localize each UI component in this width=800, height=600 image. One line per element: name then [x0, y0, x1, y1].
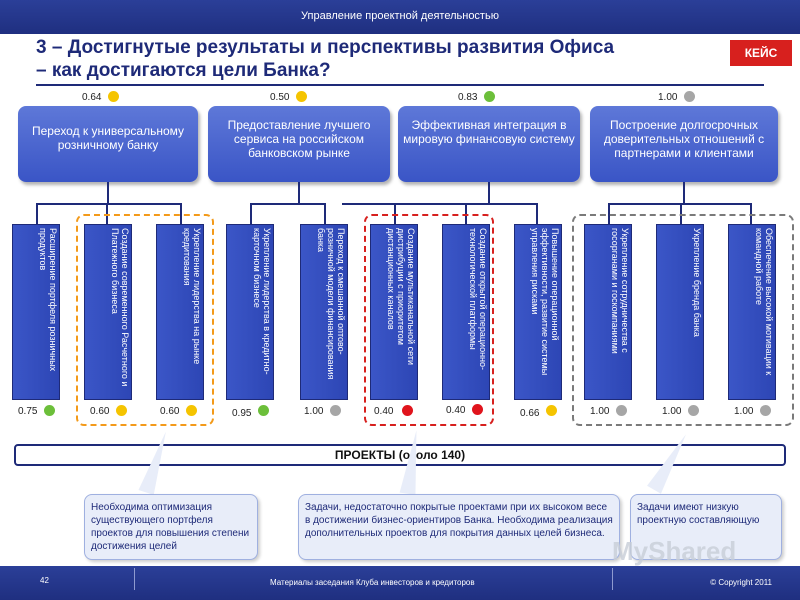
goal-score: 0.50 [270, 92, 290, 103]
callout-note [84, 494, 258, 560]
connector-line [36, 203, 38, 224]
connector-line [36, 203, 182, 205]
goal-box [590, 106, 778, 182]
project-column [514, 224, 562, 400]
project-column [12, 224, 60, 400]
project-column [156, 224, 204, 400]
project-score: 0.40 [374, 406, 394, 417]
connector-line [342, 203, 538, 205]
connector-line [324, 203, 326, 224]
connector-line [107, 182, 109, 204]
goal-score: 0.64 [82, 92, 102, 103]
status-dot-icon [684, 91, 695, 102]
watermark-logo: MyShared [612, 536, 737, 566]
project-column [370, 224, 418, 400]
page-number: 42 [40, 576, 49, 585]
status-dot-icon [402, 405, 413, 416]
slide-title [36, 36, 716, 82]
goal-label: Предоставление лучшего сервиса на российском банковском рынке [227, 118, 371, 160]
footer-divider [612, 568, 613, 590]
project-column [84, 224, 132, 400]
project-label: Обеспечение высокой мотивации к командной работе [754, 228, 774, 376]
slide-title-line-2: – как достигаются цели Банка? [36, 60, 331, 81]
status-dot-icon [296, 91, 307, 102]
status-dot-icon [186, 405, 197, 416]
connector-line [250, 203, 252, 224]
project-column [226, 224, 274, 400]
title-divider [36, 84, 764, 86]
status-dot-icon [546, 405, 557, 416]
status-dot-icon [484, 91, 495, 102]
goal-label: Эффективная интеграция в мировую финансовую систему [403, 118, 575, 146]
project-score: 1.00 [734, 406, 754, 417]
status-dot-icon [44, 405, 55, 416]
project-label: Переход к смешанной оптово-розничной модели финансирования банка [316, 228, 346, 380]
goal-score: 1.00 [658, 92, 678, 103]
project-score: 0.40 [446, 405, 466, 416]
project-score: 0.66 [520, 408, 540, 419]
project-label: Укрепление сотрудничества с госорганами и госкомпаниями [610, 228, 630, 354]
status-dot-icon [330, 405, 341, 416]
project-score: 1.00 [662, 406, 682, 417]
project-label: Укрепление лидерства в кредитно-карточном бизнесе [252, 228, 272, 375]
project-label: Повышение операционной эффективности, развитие системы управления рисками [530, 228, 560, 376]
status-dot-icon [616, 405, 627, 416]
project-column [584, 224, 632, 400]
connector-line [683, 182, 685, 204]
project-score: 1.00 [590, 406, 610, 417]
project-label: Создание современного Расчетного и Платежного бизнеса [110, 228, 130, 387]
goal-box [18, 106, 198, 182]
callout-note [298, 494, 620, 560]
project-score: 0.60 [90, 406, 110, 417]
project-score: 1.00 [304, 406, 324, 417]
status-dot-icon [258, 405, 269, 416]
goal-label: Построение долгосрочных доверительных отношений с партнерами и клиентами [603, 118, 765, 160]
project-label: Укрепление бренда банка [692, 228, 702, 337]
goal-box [208, 106, 390, 182]
status-dot-icon [116, 405, 127, 416]
callout-text: Необходима оптимизация существующего портфеля проектов для повышения степени достижения целей [91, 502, 250, 552]
status-dot-icon [108, 91, 119, 102]
connector-line [298, 182, 300, 204]
project-label: Создание открытой операционно-технологической платформы [468, 228, 488, 371]
connector-line [488, 182, 490, 204]
project-label: Укрепление лидерства на рынке кредитования [182, 228, 202, 365]
top-header-bar [0, 0, 800, 34]
goal-box [398, 106, 580, 182]
callout-text: Задачи имеют низкую проектную составляющую [637, 502, 760, 526]
case-badge: КЕЙС [730, 40, 792, 66]
footer-text: Материалы заседания Клуба инвесторов и кредиторов [270, 578, 475, 587]
header-title: Управление проектной деятельностью [301, 10, 499, 22]
callout-text: Задачи, недостаточно покрытые проектами при их высоком весе в достижении бизнес-ориентиров Банка. Необходима реализация дополнительных проектов для покрытия данных целей бизнеса. [305, 502, 613, 539]
goal-label: Переход к универсальному розничному банку [31, 124, 185, 152]
project-column [300, 224, 348, 400]
project-score: 0.60 [160, 406, 180, 417]
project-column [442, 224, 490, 400]
project-column [656, 224, 704, 400]
slide-title-line-1: 3 – Достигнутые результаты и перспективы развития Офиса [36, 37, 615, 58]
status-dot-icon [688, 405, 699, 416]
project-label: Расширение портфеля розничных продуктов [38, 228, 58, 372]
projects-bar: ПРОЕКТЫ (около 140) [14, 444, 786, 466]
project-score: 0.95 [232, 408, 252, 419]
project-column [728, 224, 776, 400]
connector-line [536, 203, 538, 224]
copyright: © Copyright 2011 [710, 578, 772, 587]
status-dot-icon [760, 405, 771, 416]
project-score: 0.75 [18, 406, 38, 417]
project-label: Создание мультиканальной сети дистрибуции с приоритетом дистанционных каналов [386, 228, 416, 365]
goal-score: 0.83 [458, 92, 478, 103]
footer-divider [134, 568, 135, 590]
connector-line [250, 203, 326, 205]
status-dot-icon [472, 404, 483, 415]
footer-bar [0, 566, 800, 600]
